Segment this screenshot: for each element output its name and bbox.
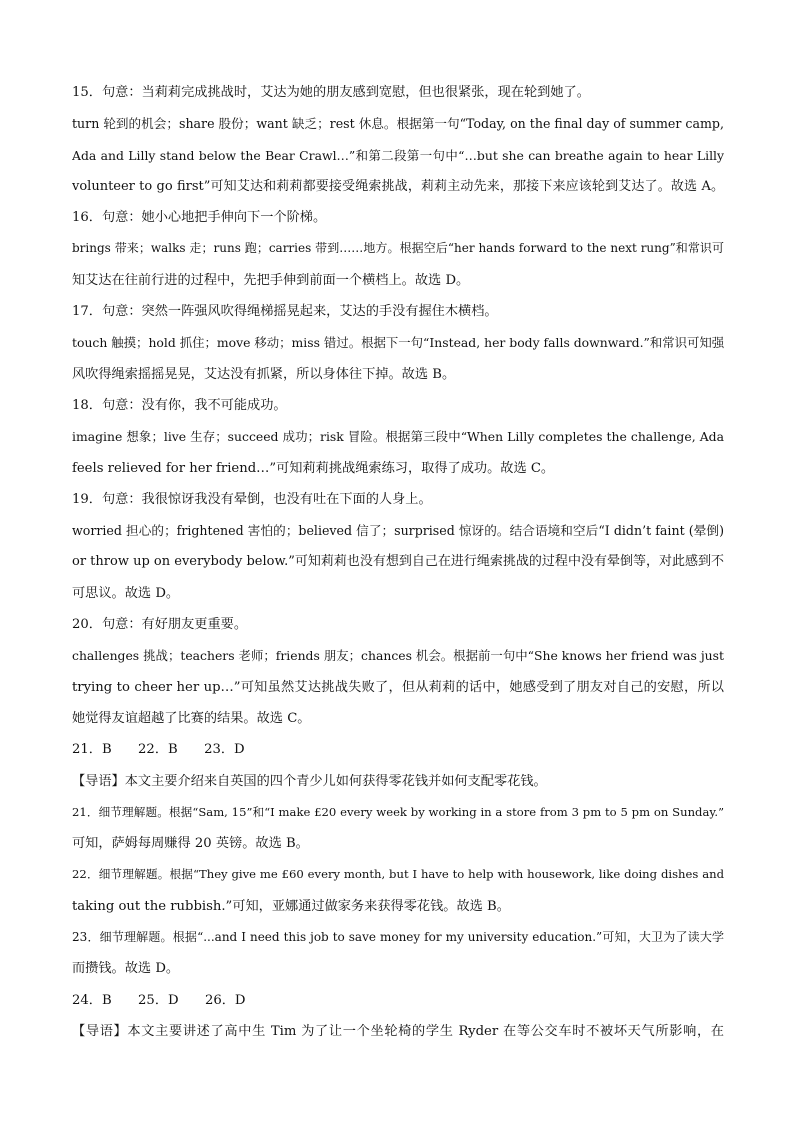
- text-line: 22．细节理解题。根据“They give me £60 every month, but I have to help with housework, like doing dishes and: [72, 867, 724, 882]
- lead-in-line: 【导语】本文主要介绍来自英国的四个青少儿如何获得零花钱并如何支配零花钱。: [72, 773, 547, 789]
- text-line: 她觉得友谊超越了比赛的结果。故选 C。: [72, 710, 311, 726]
- text-line: challenges 挑战；teachers 老师；friends 朋友；chances 机会。根据前一句中“She knows her friend was just: [72, 648, 724, 664]
- text-line: 可知，萨姆每周赚得 20 英镑。故选 B。: [72, 836, 309, 852]
- text-line: turn 轮到的机会；share 股份；want 缺乏；rest 休息。根据第一句“Today, on the final day of summer camp,: [72, 116, 724, 132]
- text-line: 18．句意：没有你，我不可能成功。: [72, 397, 287, 413]
- text-line: touch 触摸；hold 抓住；move 移动；miss 错过。根据下一句“Instead, her body falls downward.”和常识可知强: [72, 335, 724, 351]
- text-line: 16．句意：她小心地把手伸向下一个阶梯。: [72, 210, 327, 226]
- text-line: 19．句意：我很惊讶我没有晕倒，也没有吐在下面的人身上。: [72, 491, 432, 507]
- text-line: 而攒钱。故选 D。: [72, 961, 180, 977]
- text-line: Ada and Lilly stand below the Bear Crawl…”和第二段第一句中“…but she can breathe again to hear Lilly: [72, 147, 724, 163]
- text-line: 23．细节理解题。根据“...and I need this job to save money for my university education.”可知，大卫为了读大学: [72, 930, 724, 945]
- text-line: imagine 想象；live 生存；succeed 成功；risk 冒险。根据第三段中“When Lilly completes the challenge, Ada: [72, 429, 724, 445]
- text-line: volunteer to go first”可知艾达和莉莉都要接受绳索挑战，莉莉主动先来，那接下来应该轮到艾达了。故选 A。: [72, 178, 724, 194]
- text-line: 知艾达在往前行进的过程中，先把手伸到前面一个横档上。故选 D。: [72, 272, 470, 288]
- text-line: 可思议。故选 D。: [72, 585, 180, 601]
- text-line: 15．句意：当莉莉完成挑战时，艾达为她的朋友感到宽慰，但也很紧张，现在轮到她了。: [72, 85, 590, 100]
- text-line: 风吹得绳索摇摇晃晃，艾达没有抓紧，所以身体往下掉。故选 B。: [72, 366, 456, 382]
- text-line: taking out the rubbish.”可知，亚娜通过做家务来获得零花钱。故选 B。: [72, 898, 510, 914]
- text-line: 20．句意：有好朋友更重要。: [72, 617, 248, 633]
- text-line: 21．细节理解题。根据“Sam, 15”和“I make £20 every week by working in a store from 3 pm to 5 pm on Sunday.”: [72, 804, 724, 819]
- text-line: or throw up on everybody below.”可知莉莉也没有想到自己在进行绳索挑战的过程中没有晕倒等，对此感到不: [72, 554, 724, 570]
- answer-key-line: 24．B 25．D 26．D: [72, 992, 246, 1008]
- lead-in-line: 【导语】本文主要讲述了高中生 Tim 为了让一个坐轮椅的学生 Ryder 在等公交车时不被坏天气所影响，在: [72, 1023, 724, 1039]
- answer-key-line: 21．B 22．B 23．D: [72, 742, 245, 758]
- text-line: worried 担心的；frightened 害怕的；believed 信了；surprised 惊讶的。结合语境和空后“I didn’t faint (晕倒): [72, 523, 724, 539]
- text-line: trying to cheer her up…”可知虽然艾达挑战失败了，但从莉莉的话中，她感受到了朋友对自己的安慰，所以: [72, 679, 724, 695]
- text-line: 17．句意：突然一阵强风吹得绳梯摇晃起来，艾达的手没有握住木横档。: [72, 304, 498, 320]
- answer-explanation-page: [72, 77, 724, 1047]
- text-line: brings 带来；walks 走；runs 跑；carries 带到……地方。根据空后“her hands forward to the next rung”和常识可: [72, 241, 724, 256]
- text-line: feels relieved for her friend…”可知莉莉挑战绳索练习，取得了成功。故选 C。: [72, 460, 555, 476]
